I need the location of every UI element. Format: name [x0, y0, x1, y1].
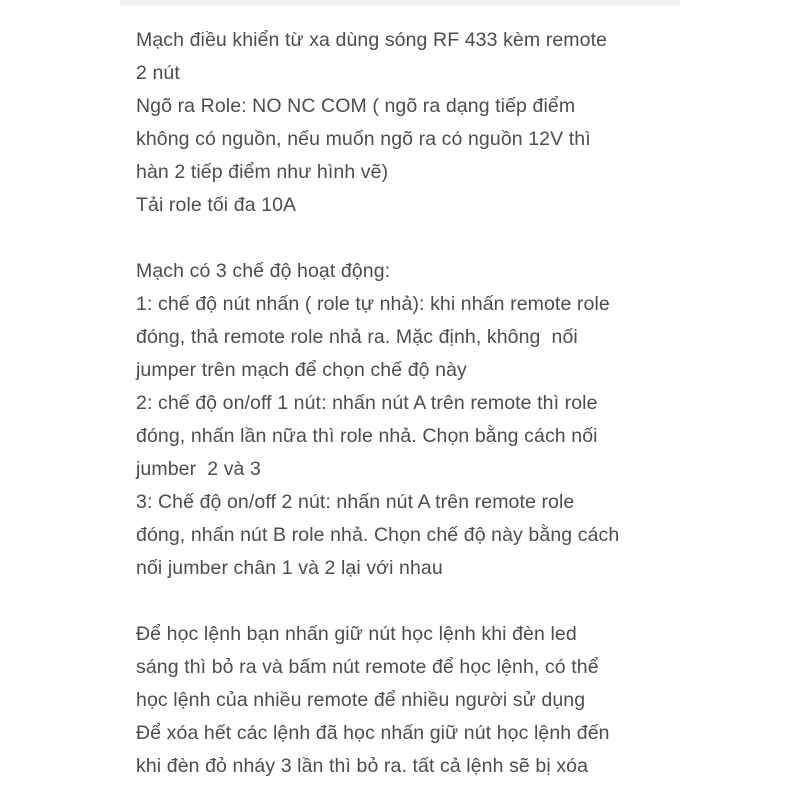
note-line: đóng, nhấn nút B role nhả. Chọn chế độ này bằng cách [136, 524, 620, 546]
note-line: jumber 2 và 3 [136, 458, 261, 480]
note-line: nối jumber chân 1 và 2 lại với nhau [136, 557, 443, 579]
note-line: Mạch có 3 chế độ hoạt động: [136, 260, 391, 282]
blank-line [136, 585, 676, 618]
note-line: sáng thì bỏ ra và bấm nút remote để học lệnh, có thể [136, 656, 599, 678]
note-line: khi đèn đỏ nháy 3 lần thì bỏ ra. tất cả lệnh sẽ bị xóa [136, 755, 589, 777]
note-line: 2 nút [136, 62, 180, 84]
note-line: Ngõ ra Role: NO NC COM ( ngõ ra dạng tiếp điểm [136, 95, 576, 117]
note-line: học lệnh của nhiều remote để nhiều người sử dụng [136, 689, 586, 711]
note-line: Để học lệnh bạn nhấn giữ nút học lệnh khi đèn led [136, 623, 577, 645]
note-line: đóng, nhấn lần nữa thì role nhả. Chọn bằng cách nối [136, 425, 598, 447]
note-line: đóng, thả remote role nhả ra. Mặc định, không nối [136, 326, 578, 348]
note-line: hàn 2 tiếp điểm như hình vẽ) [136, 161, 389, 183]
note-line: Mạch điều khiển từ xa dùng sóng RF 433 kèm remote [136, 29, 608, 51]
note-line: jumper trên mạch để chọn chế độ này [136, 359, 467, 381]
note-line: 2: chế độ on/off 1 nút: nhấn nút A trên remote thì role [136, 392, 598, 414]
note-line: Tải role tối đa 10A [136, 194, 297, 216]
blank-line [136, 222, 676, 255]
note-text-body [136, 24, 676, 783]
note-line: không có nguồn, nếu muốn ngõ ra có nguồn 12V thì [136, 128, 591, 150]
note-line: 3: Chế độ on/off 2 nút: nhấn nút A trên remote role [136, 491, 575, 513]
top-divider [120, 0, 680, 6]
note-line: 1: chế độ nút nhấn ( role tự nhả): khi nhấn remote role [136, 293, 610, 315]
note-line: Để xóa hết các lệnh đã học nhấn giữ nút học lệnh đến [136, 722, 610, 744]
